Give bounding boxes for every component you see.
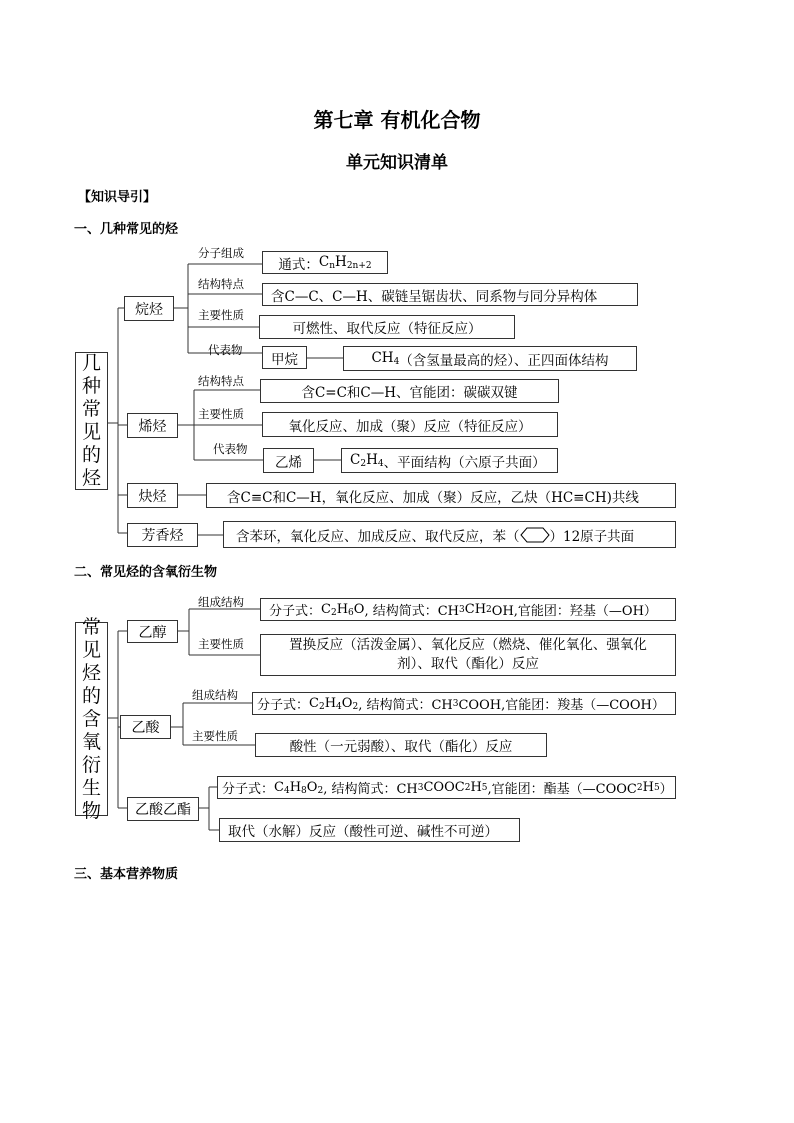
text-fragment: CH [464,602,487,617]
section-heading-nutrients: 三、基本营养物质 [74,867,179,882]
root-char: 物 [81,799,101,822]
alkene-structure-box: 含C=C和C—H、官能团：碳碳双键 [260,379,559,403]
branch-label: 主要性质 [192,729,238,743]
alkane-property-box: 可燃性、取代反应（特征反应） [259,315,515,339]
alkene-box: 烯烃 [127,413,178,438]
alkane-formula-box: 通式： $C_nH_{2n+2}$ [262,251,388,274]
branch-label: 分子组成 [198,246,244,260]
branch-label: 组成结构 [192,688,238,702]
ethylene-box: 乙烯 [263,448,314,473]
methane-desc: （含氢量最高的烃）、正四面体结构 [399,352,609,369]
ester-structure-box: 分子式： $C_4H_8O_2$ , 结构简式：CH 3 COOC 2 H 5 ,官能团：酯基（—COOC 2 H 5 ） [217,776,676,799]
alkene-property-box: 氧化反应、加成（聚）反应（特征反应） [262,412,558,437]
aromatic-box: 芳香烃 [127,523,198,547]
formula-prefix: 通式： [278,256,319,273]
text-fragment: ,官能团：酯基（—COOC [487,782,637,797]
section-heading-derivatives: 二、常见烃的含氧衍生物 [74,565,218,580]
branch-label: 组成结构 [198,595,244,609]
root-char: 的 [81,684,101,707]
root-char: 烃 [81,467,101,489]
acetic-structure-box: 分子式： $C_2H_4O_2$ , 结构简式：CH 3 COOH,官能团：羧基（—COOH） [252,692,676,715]
alkane-box: 烷烃 [124,296,174,321]
root-char: 衍 [81,753,101,776]
branch-label: 结构特点 [198,374,244,388]
text-fragment: COOC [423,780,465,795]
property-line: 剂）、取代（酯化）反应 [397,656,539,672]
branch-label: 代表物 [208,343,243,357]
guide-label: 【知识导引】 [78,190,157,205]
derivatives-root-box [75,615,108,822]
root-char: 含 [81,707,101,730]
branch-label: 结构特点 [198,277,244,291]
methane-box: 甲烷 [262,346,307,369]
acetic-property-box: 酸性（一元弱酸）、取代（酯化）反应 [255,733,547,757]
text-fragment: 分子式： [222,782,275,797]
section-heading-hydrocarbons: 一、几种常见的烃 [74,222,179,237]
root-char: 烃 [81,661,101,684]
alkyne-desc-box: 含C≡C和C—H，氧化反应、加成（聚）反应，乙炔（HC≡CH)共线 [206,483,676,508]
hydrocarbons-root-box [75,352,108,490]
aromatic-desc-box [223,521,676,548]
ethyl-acetate-box: 乙酸乙酯 [127,797,199,821]
text-fragment: ） [659,782,673,797]
text-fragment: 分子式： [269,604,322,619]
root-char: 常 [81,398,101,420]
ethanol-box: 乙醇 [127,620,178,643]
ethylene-desc-box: $C_2H_4$ 、平面结构（六原子共面） [341,448,558,473]
methane-desc-box: $CH_4$ （含氢量最高的烃）、正四面体结构 [343,346,637,371]
text-fragment: COOH,官能团：羧基（—COOH） [458,698,665,713]
aromatic-desc-a: 含苯环，氧化反应、加成反应、取代反应，苯（ [236,528,520,545]
ester-property-box: 取代（水解）反应（酸性可逆、碱性不可逆） [219,818,520,842]
root-char: 常 [81,615,101,638]
page-subtitle: 单元知识清单 [346,153,448,173]
benzene-ring-icon [520,526,550,544]
ethylene-desc: 、平面结构（六原子共面） [383,454,546,471]
property-line: 置换反应（活泼金属）、氧化反应（燃烧、催化氧化、强氧化 [289,637,647,653]
root-char: 见 [81,638,101,661]
text-fragment: OH,官能团：羟基（—OH） [491,604,657,619]
root-char: 几 [81,352,101,374]
acetic-acid-box: 乙酸 [120,715,171,739]
branch-label: 主要性质 [198,407,244,421]
root-char: 见 [81,421,101,443]
text-fragment: , 结构简式：CH [358,698,453,713]
text-fragment: 分子式： [257,698,310,713]
ethanol-property-box [260,634,676,676]
branch-label: 代表物 [213,442,248,456]
aromatic-desc-b: ）12原子共面 [549,528,635,545]
text-fragment: , 结构简式：CH [364,604,460,619]
alkyne-box: 炔烃 [127,483,178,508]
root-char: 的 [81,444,101,466]
branch-label: 主要性质 [198,308,244,322]
ethanol-structure-box: 分子式： $C_2H_6O$ , 结构简式：CH 3 CH 2 OH,官能团：羟基（—OH） [260,598,676,621]
root-char: 种 [81,375,101,397]
text-fragment: , 结构简式：CH [323,782,418,797]
root-char: 氧 [81,730,101,753]
root-char: 生 [81,776,101,799]
alkane-structure-box: 含C—C、C—H、碳链呈锯齿状、同系物与同分异构体 [262,283,638,306]
branch-label: 主要性质 [198,637,244,651]
page-title: 第七章 有机化合物 [313,108,481,132]
